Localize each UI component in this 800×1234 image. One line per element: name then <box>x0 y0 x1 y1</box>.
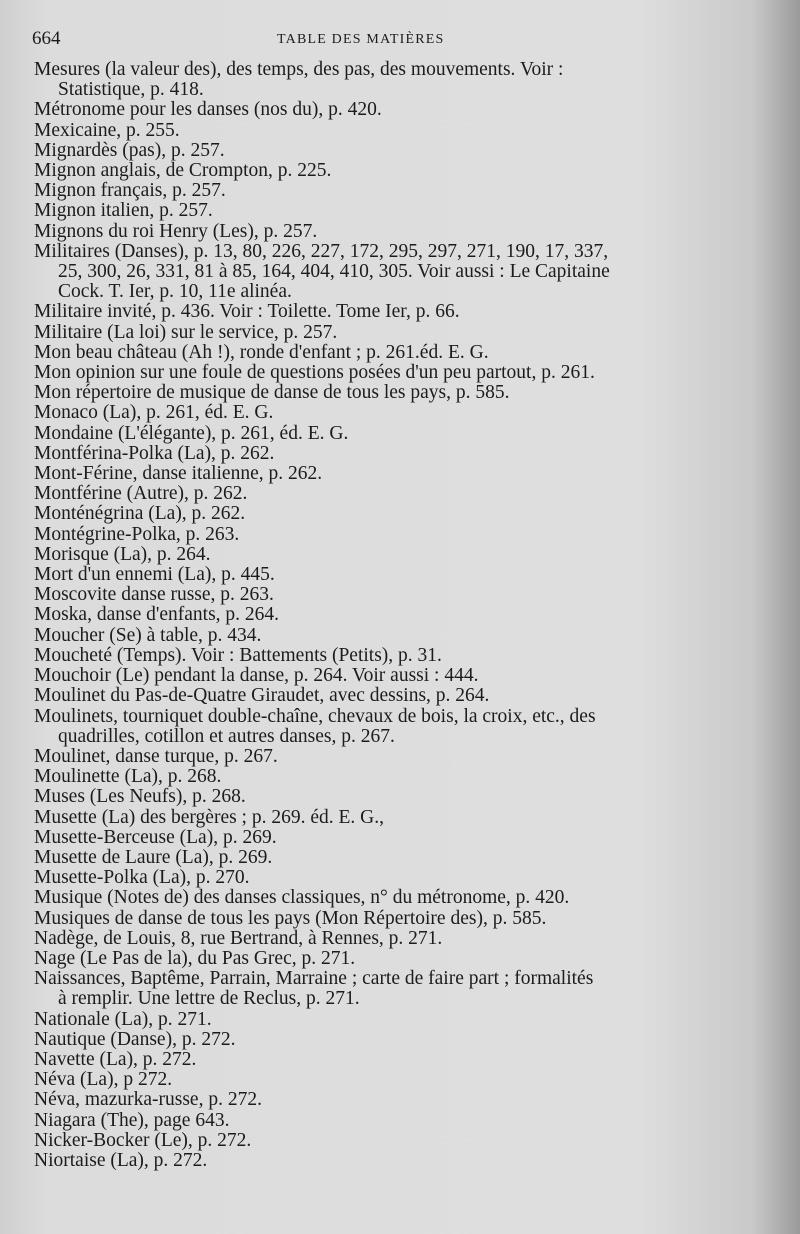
index-entry: Militaires (Danses), p. 13, 80, 226, 227, 172, 295, 297, 271, 190, 17, 337, <box>34 240 609 262</box>
index-entry: Néva, mazurka-russe, p. 272. <box>34 1089 262 1111</box>
index-entry: Nadège, de Louis, 8, rue Bertrand, à Rennes, p. 271. <box>34 927 443 949</box>
index-entry: Militaire (La loi) sur le service, p. 257. <box>34 321 338 343</box>
index-entry: Moscovite danse russe, p. 263. <box>34 584 274 606</box>
index-entry: Musette-Berceuse (La), p. 269. <box>34 826 277 848</box>
index-entry: Niortaise (La), p. 272. <box>34 1149 208 1171</box>
page-header <box>32 28 752 52</box>
index-entry: Monaco (La), p. 261, éd. E. G. <box>34 402 274 424</box>
index-entry: Mignardès (pas), p. 257. <box>34 139 225 161</box>
index-entry: Moulinet, danse turque, p. 267. <box>34 745 278 767</box>
index-entry: Morisque (La), p. 264. <box>34 543 211 565</box>
index-entry: Monténégrina (La), p. 262. <box>34 503 246 525</box>
index-entry-continuation: quadrilles, cotillon et autres danses, p. 267. <box>58 725 395 747</box>
index-entry: Navette (La), p. 272. <box>34 1048 197 1070</box>
index-entry: Montférina-Polka (La), p. 262. <box>34 442 275 464</box>
index-entry: Mon répertoire de musique de danse de tous les pays, p. 585. <box>34 382 510 404</box>
index-entry: Mon beau château (Ah !), ronde d'enfant ; p. 261.éd. E. G. <box>34 341 489 363</box>
index-entry: Montférine (Autre), p. 262. <box>34 483 248 505</box>
index-entry-continuation: Statistique, p. 418. <box>58 79 204 101</box>
running-title: TABLE DES MATIÈRES <box>277 32 445 47</box>
index-entry: Nationale (La), p. 271. <box>34 1008 212 1030</box>
index-entry: Moulinette (La), p. 268. <box>34 766 222 788</box>
index-entry: Naissances, Baptême, Parrain, Marraine ; carte de faire part ; formalités <box>34 968 594 990</box>
index-entry: Mouchoir (Le) pendant la danse, p. 264. Voir aussi : 444. <box>34 665 479 687</box>
index-entry: Moulinet du Pas-de-Quatre Giraudet, avec dessins, p. 264. <box>34 685 490 707</box>
index-entry: Mort d'un ennemi (La), p. 445. <box>34 564 275 586</box>
page-number: 664 <box>32 28 61 49</box>
index-entry: Mon opinion sur une foule de questions posées d'un peu partout, p. 261. <box>34 362 595 384</box>
index-entry-continuation: 25, 300, 26, 331, 81 à 85, 164, 404, 410, 305. Voir aussi : Le Capitaine <box>58 261 610 283</box>
index-entry: Mignon anglais, de Crompton, p. 225. <box>34 160 332 182</box>
index-entry: Musiques de danse de tous les pays (Mon Répertoire des), p. 585. <box>34 907 547 929</box>
index-entry: Nicker-Bocker (Le), p. 272. <box>34 1129 252 1151</box>
index-entry: Mesures (la valeur des), des temps, des pas, des mouvements. Voir : <box>34 59 564 80</box>
index-entry: Musette de Laure (La), p. 269. <box>34 846 273 868</box>
index-entry-continuation: Cock. T. Ier, p. 10, 11e alinéa. <box>58 281 292 303</box>
index-entry: Montégrine-Polka, p. 263. <box>34 523 240 545</box>
index-entry: Moucheté (Temps). Voir : Battements (Petits), p. 31. <box>34 644 442 666</box>
index-entry: Musette (La) des bergères ; p. 269. éd. E. G., <box>34 806 385 828</box>
index-entry: Mondaine (L'élégante), p. 261, éd. E. G. <box>34 422 349 444</box>
index-entry: Mont-Férine, danse italienne, p. 262. <box>34 463 323 485</box>
index-entry: Militaire invité, p. 436. Voir : Toilette. Tome Ier, p. 66. <box>34 301 460 323</box>
index-entry: Moska, danse d'enfants, p. 264. <box>34 604 280 626</box>
index-entry-continuation: à remplir. Une lettre de Reclus, p. 271. <box>58 988 360 1010</box>
index-entry: Musette-Polka (La), p. 270. <box>34 867 250 889</box>
index-entry: Musique (Notes de) des danses classiques, n° du métronome, p. 420. <box>34 887 570 909</box>
index-entry: Mexicaine, p. 255. <box>34 119 180 141</box>
index-entry: Moucher (Se) à table, p. 434. <box>34 624 262 646</box>
index-entries <box>34 60 734 1171</box>
index-entry: Mignon italien, p. 257. <box>34 200 213 222</box>
index-entry: Métronome pour les danses (nos du), p. 420. <box>34 99 382 121</box>
index-entry: Mignon français, p. 257. <box>34 180 226 202</box>
index-entry: Néva (La), p 272. <box>34 1069 173 1091</box>
index-entry: Nage (Le Pas de la), du Pas Grec, p. 271. <box>34 947 356 969</box>
index-entry: Muses (Les Neufs), p. 268. <box>34 786 246 808</box>
index-entry: Nautique (Danse), p. 272. <box>34 1028 236 1050</box>
index-entry: Moulinets, tourniquet double-chaîne, chevaux de bois, la croix, etc., des <box>34 705 596 727</box>
index-entry: Niagara (The), page 643. <box>34 1109 230 1131</box>
index-entry: Mignons du roi Henry (Les), p. 257. <box>34 220 318 242</box>
